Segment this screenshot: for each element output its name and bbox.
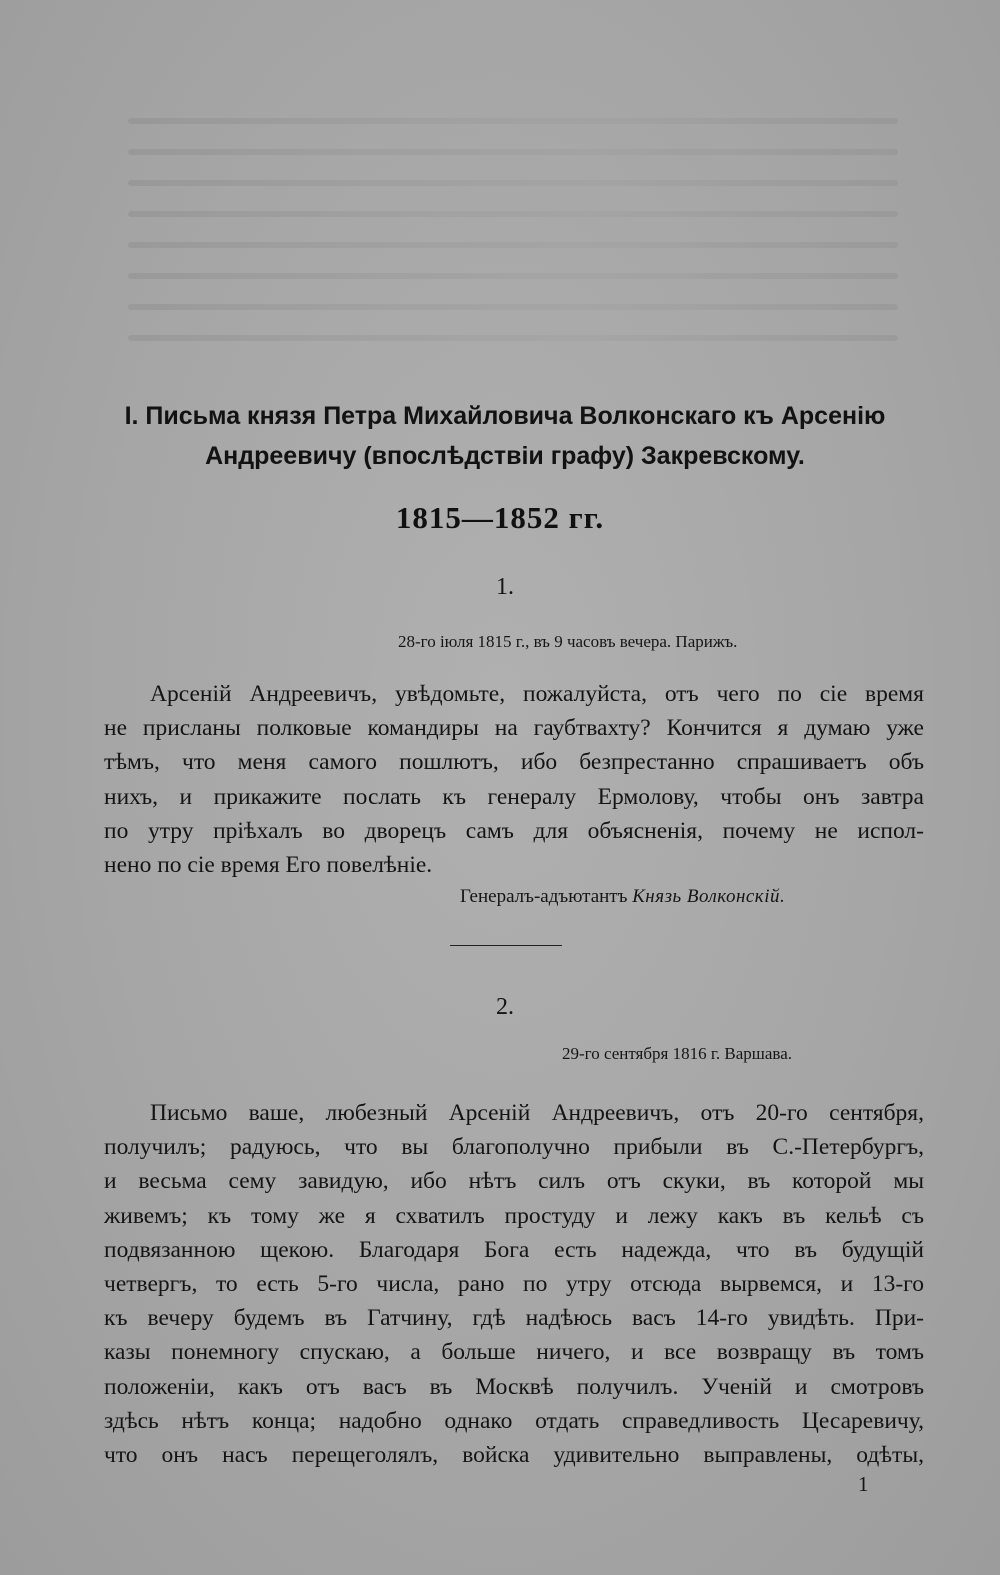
letter-2-line-1: Письмо ваше, любезный Арсеній Андреевичъ, отъ 20-го сентября,	[150, 1100, 924, 1126]
letter-1-line-2: не присланы полковые командиры на гаубтвахту? Кончится я думаю уже	[104, 715, 924, 742]
signature-title: Генералъ-адъютантъ	[460, 886, 628, 907]
letter-1-line-1: Арсеній Андреевичъ, увѣдомьте, пожалуйста, отъ чего по сіе время	[150, 681, 924, 707]
page-number: 1	[858, 1472, 869, 1496]
letter-2-body	[104, 1096, 924, 1472]
letter-2-line-8: казы понемногу спускаю, а больше ничего, и все возвращу въ томъ	[104, 1339, 924, 1366]
bleed-through-shadow	[128, 118, 898, 366]
letter-2-dateline: 29-го сентября 1816 г. Варшава.	[562, 1044, 793, 1063]
letter-1-dateline: 28-го іюля 1815 г., въ 9 часовъ вечера. Парижъ.	[398, 632, 738, 651]
letter-1-line-5: по утру пріѣхалъ во дворецъ самъ для объясненія, почему не испол-	[104, 817, 924, 844]
letter-1-number: 1.	[496, 574, 514, 600]
letter-1-signature	[460, 886, 785, 908]
letter-2-number: 2.	[496, 994, 514, 1020]
letter-1-line-3: тѣмъ, что меня самого пошлютъ, ибо безпрестанно спрашиваетъ объ	[104, 749, 924, 776]
letter-2-line-5: подвязанною щекою. Благодаря Бога есть надежда, что въ будущій	[104, 1236, 924, 1263]
letter-1-line-6: нено по сіе время Его повелѣніе.	[104, 852, 433, 879]
letter-2-line-3: и весьма сему завидую, ибо нѣтъ силъ отъ скуки, въ которой мы	[104, 1168, 924, 1195]
chapter-heading-line-2: Андреевичу (впослѣдствіи графу) Закревскому.	[205, 442, 805, 470]
letter-2-line-7: къ вечеру будемъ въ Гатчину, гдѣ надѣюсь васъ 14-го увидѣть. При-	[104, 1305, 924, 1332]
letter-2-line-11: что онъ насъ перещеголялъ, войска удивительно выправлены, одѣты,	[104, 1442, 924, 1469]
years-range: 1815—1852 гг.	[395, 500, 605, 535]
chapter-heading	[110, 396, 900, 476]
letter-1-body	[104, 677, 924, 882]
letter-2-line-6: четвергъ, то есть 5-го числа, рано по утру отсюда вырвемся, и 13-го	[104, 1271, 924, 1298]
letter-2-line-10: здѣсь нѣтъ конца; надобно однако отдать справедливость Цесаревичу,	[104, 1407, 924, 1434]
signature-name: Князь Волконскій.	[632, 886, 786, 907]
letter-2-line-4: живемъ; къ тому же я схватилъ простуду и лежу какъ въ кельѣ съ	[104, 1202, 924, 1229]
section-divider	[450, 945, 562, 946]
letter-2-line-2: получилъ; радуюсь, что вы благополучно прибыли въ С.-Петербургъ,	[104, 1134, 924, 1161]
chapter-heading-line-1: I. Письма князя Петра Михайловича Волконскаго къ Арсенію	[124, 402, 886, 430]
letter-1-line-4: нихъ, и прикажите послать къ генералу Ермолову, чтобы онъ завтра	[104, 783, 924, 810]
letter-2-line-9: положеніи, какъ отъ васъ въ Москвѣ получилъ. Ученій и смотровъ	[104, 1373, 924, 1400]
